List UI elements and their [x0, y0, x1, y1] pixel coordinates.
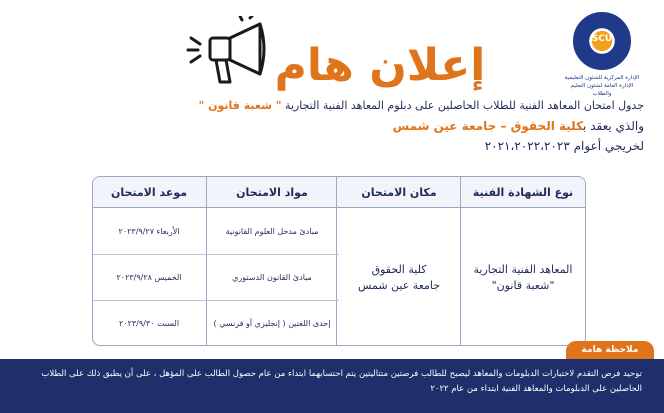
- exam-location-cell: [337, 208, 461, 346]
- intro-line-1-highlight: " شعبة قانون ": [198, 99, 282, 112]
- exam-location-line-2: جامعة عين شمس: [357, 278, 441, 292]
- intro-line-2-highlight: كلية الحقوق – جامعة عين شمس: [392, 119, 584, 133]
- logo-abbr: SCU: [591, 34, 613, 44]
- table-row-subject: مبادئ القانون الدستوري: [232, 272, 312, 282]
- table-row-date: الأربعاء ٢٠٢٣/٩/٢٧: [118, 226, 180, 236]
- logo-caption: [562, 74, 642, 98]
- table-row-subject: إحدى اللغتين ( إنجليزي أو فرنسي ): [213, 319, 331, 328]
- university-logo: [562, 12, 642, 98]
- table-row-subject: مبادئ مدخل العلوم القانونية: [225, 226, 319, 236]
- logo-caption-line-2: الإدارة العامة لشئون التعليم والطلاب: [570, 83, 634, 97]
- intro-line-2-text: والذي يعقد ب: [583, 119, 644, 133]
- page-title: إعلان هام: [274, 40, 486, 91]
- important-note-text: توحيد فرص التقدم لاختبارات الدبلومات والمعاهد ليصبح للطالب فرصتين متتاليتين يتم احتسابهما ابتداء من عام حصول الطالب على المؤهل ، على أن يطبق ذلك على الطلاب الحاصلين على الدبلومات والمعاهد الفنية ابتداء من عام ٢٠٢٢: [0, 359, 664, 413]
- exam-location-line-1: كلية الحقوق: [371, 262, 427, 276]
- intro-line-3: لخريجي أعوام ٢٠٢١،٢٠٢٢،٢٠٢٣: [484, 139, 644, 153]
- intro-line-2: [34, 116, 644, 136]
- megaphone-icon: [186, 16, 274, 92]
- exam-schedule-table: [92, 176, 586, 346]
- intro-line-1-text: جدول امتحان المعاهد الفنية للطلاب الحاصلين على دبلوم المعاهد الفنية التجارية: [284, 99, 644, 112]
- intro-text: [34, 96, 644, 156]
- header-exam-location: مكان الامتحان: [337, 177, 461, 208]
- certificate-type-cell: المعاهد الفنية التجارية "شعبة قانون": [473, 262, 573, 292]
- table-row-date: السبت ٢٠٢٣/٩/٣٠: [118, 319, 180, 328]
- logo-emblem-icon: [573, 12, 631, 70]
- intro-line-1: [34, 96, 644, 116]
- logo-caption-line-1: الإدارة المركزية للشئون التعليمية: [564, 75, 640, 81]
- header-exam-date: موعد الامتحان: [92, 177, 207, 208]
- table-row-date: الخميس ٢٠٢٣/٩/٢٨: [116, 272, 182, 282]
- header-certificate-type: نوع الشهادة الفنية: [461, 177, 585, 208]
- important-note-tag: ملاحظة هامة: [566, 341, 654, 359]
- header-exam-subjects: مواد الامتحان: [207, 177, 337, 208]
